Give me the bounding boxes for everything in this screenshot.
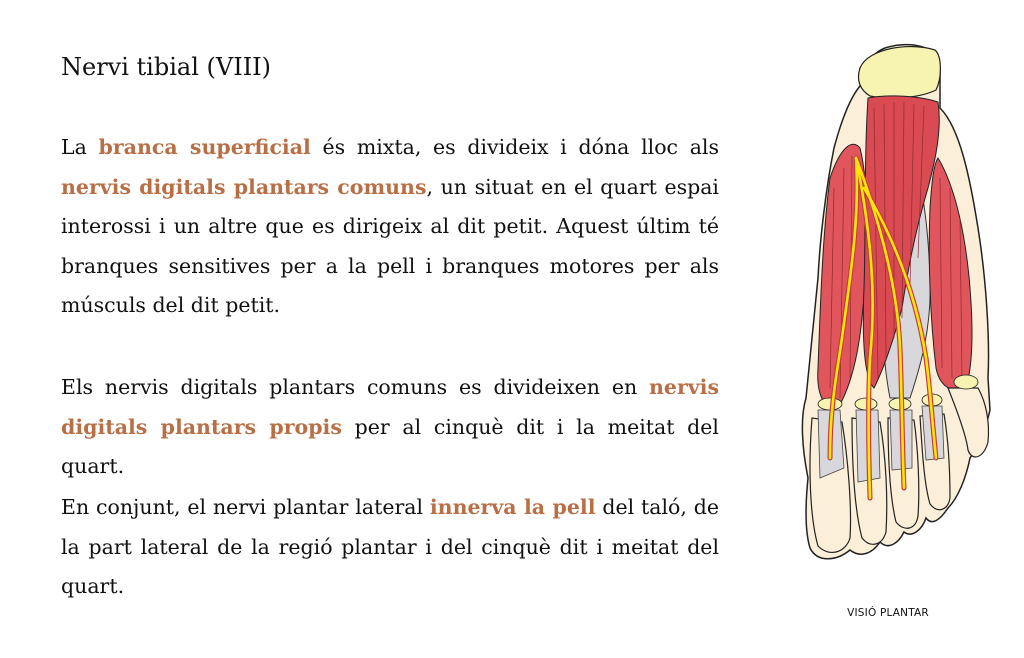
highlight-innerva-la-pell: innerva la pell [429,495,596,519]
highlight-nervis-digitals-comuns: nervis digitals plantars comuns [61,174,427,199]
paragraph-innervacio [61,488,719,607]
foot-anatomy-illustration [790,38,1010,568]
paragraph-nervis-propis [61,368,719,487]
text: La [61,135,99,159]
text: del taló, de la part lateral de la regió plantar i del cinquè dit i meitat del quart. [61,495,719,598]
text: , un situat en el quart espai interossi i un altre que es dirigeix al dit petit. Aquest últim té branques sensitives per a la pell i branques motores per als músculs del dit petit. [61,174,719,317]
highlight-nervis-digitals-propis: nervis digitals plantars propis [61,375,719,439]
text: és mixta, es divideix i dóna lloc als [310,135,719,159]
highlight-branca-superficial: branca superficial [98,135,311,159]
page-title: Nervi tibial (VIII) [61,53,272,81]
text: per al cinquè dit i la meitat del quart. [61,414,719,478]
text: En conjunt, el nervi plantar lateral [61,495,430,519]
paragraph-branca-superficial [61,128,719,326]
figure-caption: VISIÓ PLANTAR [847,607,929,619]
heel-bone [858,47,940,98]
text: Els nervis digitals plantars comuns es divideixen en [61,375,649,399]
